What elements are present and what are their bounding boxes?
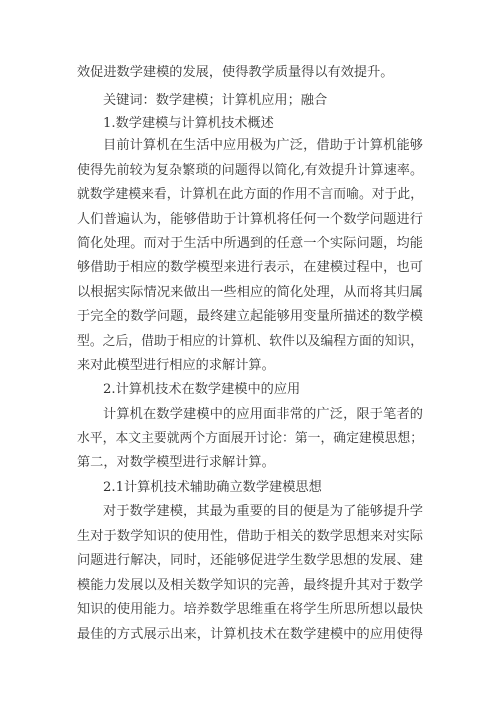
body-line: 生对于数学知识的使用性，借助于相关的数学思想来对实际 xyxy=(77,529,423,544)
body-line: 问题进行解决，同时，还能够促进学生数学思想的发展、建 xyxy=(77,553,423,568)
body-line: 知识的使用能力。培养数学思维重在将学生所思所想以最快 xyxy=(77,602,423,617)
body-line: 于完全的数学问题，最终建立起能够用变量所描述的数学模 xyxy=(77,309,423,324)
body-line: 人们普遍认为，能够借助于计算机将任何一个数学问题进行 xyxy=(77,212,423,227)
body-line: 使得先前较为复杂繁琐的问题得以简化,有效提升计算速率。 xyxy=(77,163,423,178)
body-line: 简化处理。而对于生活中所遇到的任意一个实际问题，均能 xyxy=(77,236,423,251)
body-line: 目前计算机在生活中应用极为广泛，借助于计算机能够 xyxy=(103,138,423,153)
body-line: 模能力发展以及相关数学知识的完善，最终提升其对于数学 xyxy=(77,578,423,593)
body-line: 水平，本文主要就两个方面展开讨论：第一，确定建模思想； xyxy=(77,431,423,446)
body-line: 第二，对数学模型进行求解计算。 xyxy=(77,455,275,470)
body-line: 来对此模型进行相应的求解计算。 xyxy=(77,358,275,373)
paragraph-continuation-line: 效促进数学建模的发展，使得教学质量得以有效提升。 xyxy=(77,65,394,80)
keywords-line: 关键词：数学建模；计算机应用；融合 xyxy=(103,93,328,108)
body-line: 最佳的方式展示出来，计算机技术在数学建模中的应用使得 xyxy=(77,627,423,642)
body-line: 对于数学建模，其最为重要的目的便是为了能够提升学 xyxy=(103,504,423,519)
section-heading-2: 2.计算机技术在数学建模中的应用 xyxy=(103,382,301,397)
body-line: 够借助于相应的数学模型来进行表示，在建模过程中，也可 xyxy=(77,260,423,275)
subsection-heading-2-1: 2.1计算机技术辅助确立数学建模思想 xyxy=(103,480,322,495)
body-line: 以根据实际情况来做出一些相应的简化处理，从而将其归属 xyxy=(77,285,423,300)
body-line: 型。之后，借助于相应的计算机、软件以及编程方面的知识， xyxy=(77,334,423,349)
section-heading-1: 1.数学建模与计算机技术概述 xyxy=(103,116,274,131)
body-line: 就数学建模来看，计算机在此方面的作用不言而喻。对于此， xyxy=(77,187,423,202)
body-line: 计算机在数学建模中的应用面非常的广泛，限于笔者的 xyxy=(103,407,423,422)
